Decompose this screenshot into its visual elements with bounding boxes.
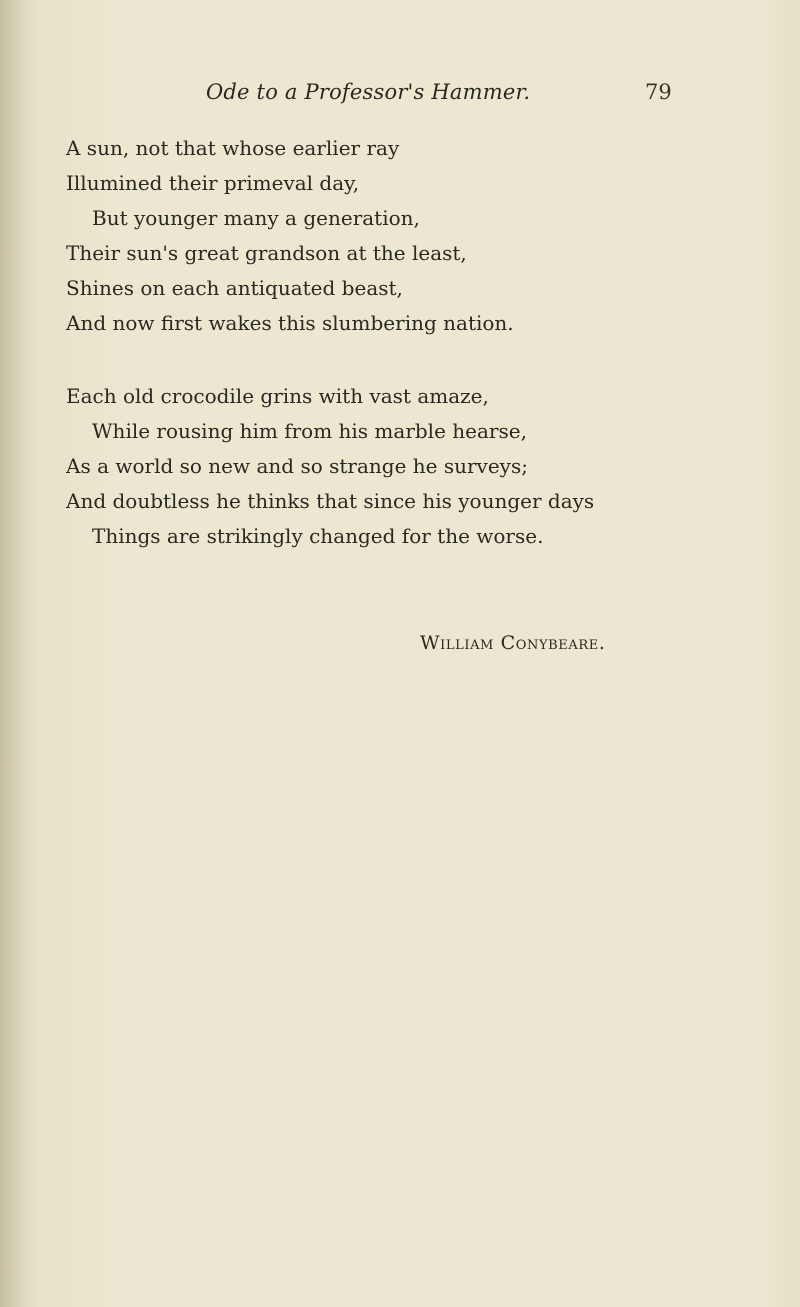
poem-line: As a world so new and so strange he surveys; [66, 454, 528, 478]
poem-line: A sun, not that whose earlier ray [66, 136, 400, 160]
poem-line: Their sun's great grandson at the least, [66, 241, 467, 265]
author-signature: William Conybeare. [420, 632, 606, 654]
poem-line: Each old crocodile grins with vast amaze, [66, 384, 489, 408]
page-number: 79 [645, 80, 672, 104]
poem-line: And doubtless he thinks that since his younger days [66, 489, 595, 513]
poem-line: Things are strikingly changed for the worse. [92, 524, 544, 548]
poem-line: But younger many a generation, [92, 206, 420, 230]
running-title: Ode to a Professor's Hammer. [206, 80, 531, 104]
poem-line: And now first wakes this slumbering nation. [66, 311, 514, 335]
poem-line: Illumined their primeval day, [66, 171, 360, 195]
poem-line: Shines on each antiquated beast, [66, 276, 403, 300]
poem-line: While rousing him from his marble hearse, [92, 419, 527, 443]
gutter-shadow [0, 0, 28, 1307]
